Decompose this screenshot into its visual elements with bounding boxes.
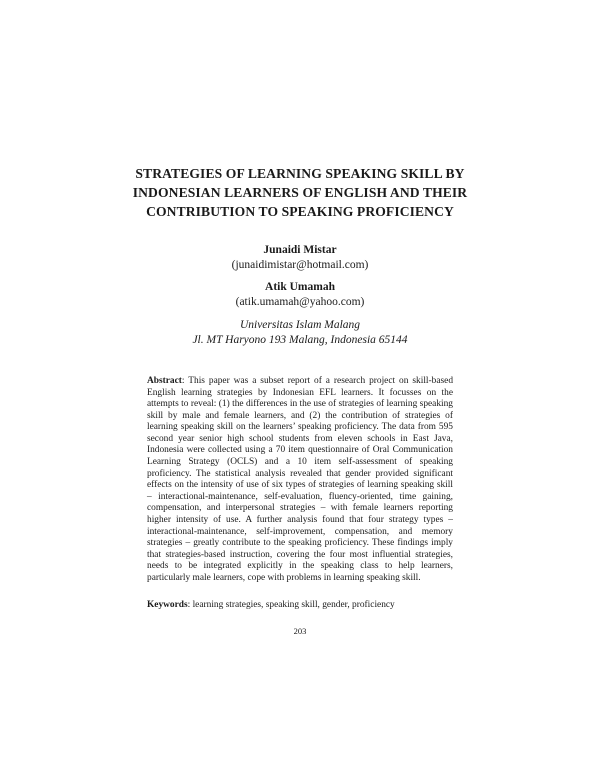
page-number: 203 (293, 626, 307, 636)
keywords-separator: : (187, 600, 193, 610)
affiliation-address: Jl. MT Haryono 193 Malang, Indonesia 65144 (192, 334, 408, 346)
title-line: INDONESIAN LEARNERS OF ENGLISH AND THEIR (132, 185, 468, 200)
author-2 (0, 280, 600, 310)
title-line: CONTRIBUTION TO SPEAKING PROFICIENCY (146, 204, 454, 219)
author-1 (0, 243, 600, 273)
author-name: Junaidi Mistar (263, 244, 337, 256)
keywords-label: Keywords (147, 600, 188, 610)
affiliation-institution: Universitas Islam Malang (239, 319, 361, 331)
author-email: (junaidimistar@hotmail.com) (231, 259, 369, 271)
abstract (147, 376, 453, 584)
keywords-text: learning strategies, speaking skill, gender, proficiency (192, 600, 395, 610)
keywords (147, 599, 453, 611)
abstract-text: This paper was a subset report of a research project on skill-based English learning strategies by Indonesian EFL learners. It focusses on the attempts to reveal: (1) the differences in the use of strategies of learning speaking skill by male and female learners, and (2) the contribution of strategies of learning speaking skill on the learners’ speaking proficiency. The data from 595 second year senior high school students from eleven schools in East Java, Indonesia were collected using a 70 item questionnaire of Oral Communication Learning Strategy (OCLS) and a 10 item self-assessment of speaking proficiency. The statistical analysis revealed that gender provided significant effects on the intensity of use of six types of strategies of learning speaking skill – interactional-maintenance, self-evaluation, fluency-oriented, time gaining, compensation, and interpersonal strategies – with female learners reporting higher intensity of use. A further analysis found that four strategy types – interactional-maintenance, self-improvement, compensation, and memory strategies – greatly contribute to the speaking proficiency. These findings imply that strategies-based instruction, covering the four most influential strategies, needs to be integrated explicitly in the speaking class to help learners, particularly male learners, cope with problems in learning speaking skill. (147, 376, 454, 583)
affiliation (0, 318, 600, 348)
title-line: STRATEGIES OF LEARNING SPEAKING SKILL BY (135, 166, 465, 181)
author-name: Atik Umamah (265, 281, 335, 293)
paper-title (0, 164, 600, 221)
abstract-separator: : (181, 376, 189, 386)
author-email: (atik.umamah@yahoo.com) (235, 296, 365, 308)
abstract-label: Abstract (147, 376, 182, 386)
